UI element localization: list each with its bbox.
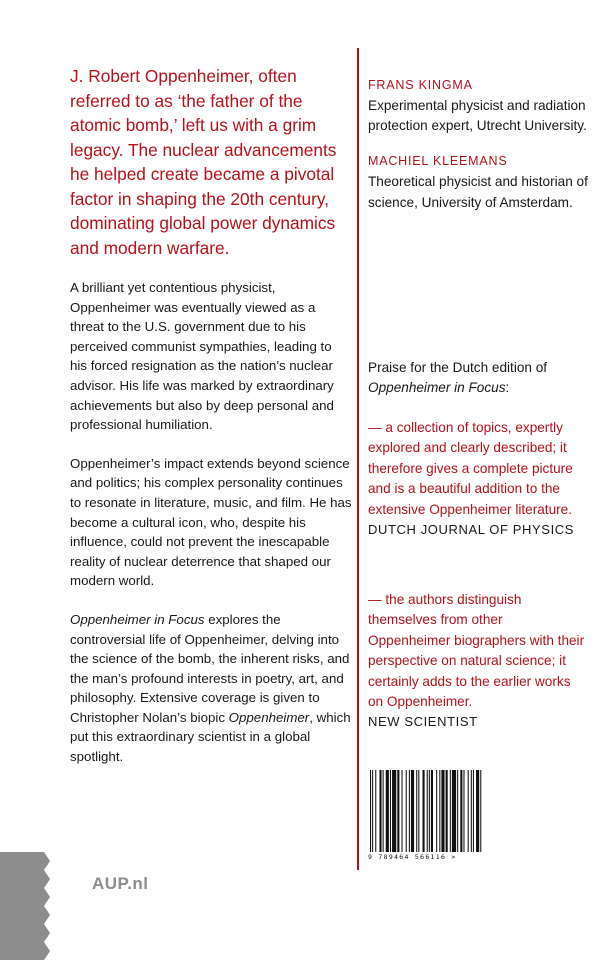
quote-source: NEW SCIENTIST	[368, 714, 478, 730]
quote-text: — the authors distinguish themselves from other Oppenheimer biographers with their perspective on natural science; it certainly adds to the earlier works on Oppenheimer.	[368, 592, 585, 710]
isbn-number: 9 789464 566116 >	[368, 853, 457, 861]
quote-text: — a collection of topics, expertly explored and clearly described; it therefore gives a complete picture and is a beautiful addition to the extensive Oppenheimer literature.	[368, 420, 573, 517]
authors-section	[368, 76, 588, 229]
praise-quote-2	[368, 590, 588, 732]
paragraph-3-text-a: explores the controversial life of Oppenheimer, delving into the science of the bomb, the inherent risks, and the man’s profound interests in poetry, art, and philosophy. Extensive coverage is given to Christopher Nolan’s biopic	[70, 611, 350, 725]
quote-source: DUTCH JOURNAL OF PHYSICS	[368, 522, 575, 538]
left-column	[70, 64, 352, 786]
publisher-logo: AUP.nl	[92, 874, 149, 893]
book-title: Oppenheimer in Focus	[70, 611, 205, 627]
author-2	[368, 152, 588, 212]
praise-intro	[368, 358, 588, 399]
author-bio: Experimental physicist and radiation protection expert, Utrecht University.	[368, 98, 587, 134]
paragraph-3-text-b: , which put this extraordinary scientist in a global spotlight.	[70, 709, 351, 765]
spine-tab	[0, 852, 58, 960]
isbn-barcode	[368, 770, 506, 854]
column-divider	[357, 48, 359, 870]
barcode-graphic	[368, 770, 506, 854]
film-title: Oppenheimer	[228, 709, 310, 725]
author-name: MACHIEL KLEEMANS	[368, 154, 508, 169]
lead-paragraph: J. Robert Oppenheimer, often referred to as ‘the father of the atomic bomb,’ left us with a grim legacy. The nuclear advancements he helped create became a pivotal factor in shaping the 20th century, dominating global power dynamics and modern warfare.	[70, 66, 337, 258]
author-1	[368, 76, 588, 136]
body-paragraph-2: Oppenheimer’s impact extends beyond science and politics; his complex personality continues to resonate in literature, music, and film. He has become a cultural icon, who, despite his influence, could not prevent the inescapable reality of nuclear deterrence that shaped our modern world.	[70, 455, 352, 589]
serrated-edge	[0, 852, 58, 960]
praise-intro-text: Praise for the Dutch edition of	[368, 360, 548, 375]
praise-intro-suffix: :	[505, 380, 510, 396]
author-name: FRANS KINGMA	[368, 78, 473, 92]
praise-quote-1	[368, 418, 588, 540]
body-paragraph-1: A brilliant yet contentious physicist, Oppenheimer was eventually viewed as a threat to the U.S. government due to his perceived communist sympathies, leading to his forced resignation as the nation’s nuclear advisor. His life was marked by extraordinary achievements but also by deep personal and professional humiliation.	[70, 280, 334, 433]
body-paragraph-3	[70, 610, 352, 767]
praise-book-title: Oppenheimer in Focus	[368, 380, 506, 396]
author-bio: Theoretical physicist and historian of science, University of Amsterdam.	[368, 174, 588, 210]
